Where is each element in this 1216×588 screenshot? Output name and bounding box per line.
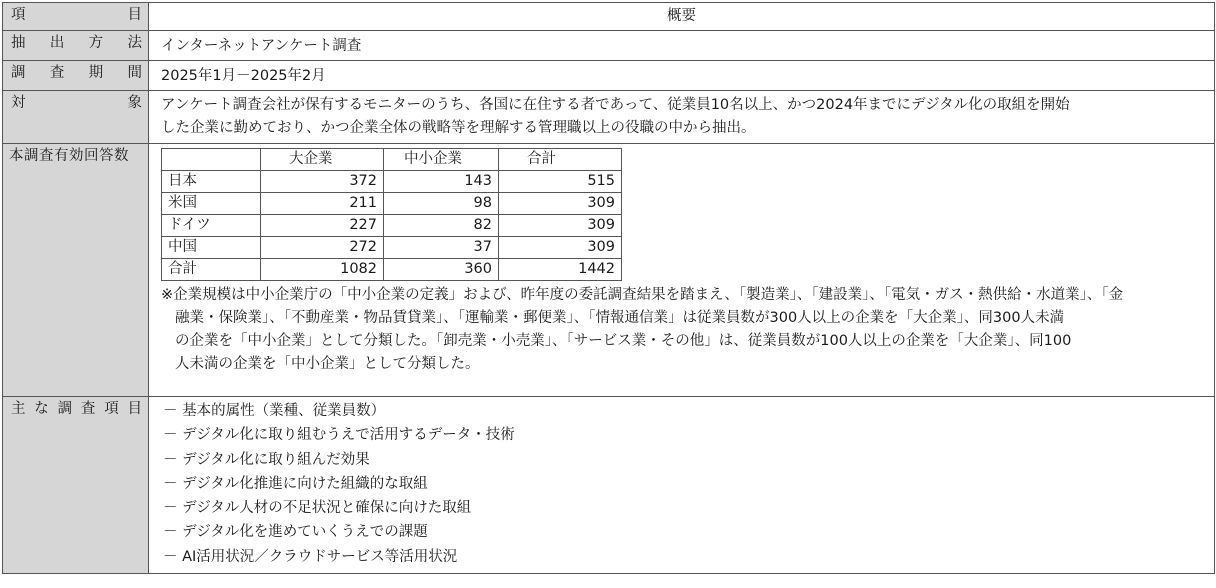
survey-overview-table (2, 2, 1215, 574)
label-char: な (34, 401, 49, 417)
header-item-cell (3, 3, 149, 31)
list-item: － AI活用状況／クラウドサービス等活用状況 (163, 548, 458, 565)
note-line: 人未満の企業を「中小企業」として分類した。 (175, 356, 480, 372)
count-cell: 272 (261, 237, 384, 259)
label-char: 期 (88, 65, 104, 81)
survey-items-row (3, 397, 1215, 574)
count-header-sme: 中小企業 (384, 149, 499, 171)
country-cell: 合計 (162, 259, 261, 281)
label-char: 出 (49, 35, 65, 51)
count-cell: 82 (384, 215, 499, 237)
header-item-char: 目 (127, 7, 142, 23)
target-row (3, 91, 1215, 144)
label-char: 目 (127, 401, 142, 417)
table-row (162, 193, 622, 215)
count-header-total: 合計 (499, 149, 622, 171)
note-line: 融業・保険業」、「不動産業・物品賃貸業」、「運輸業・郵便業」、「情報通信業」は従業員数が300人以上の企業を「大企業」、同300人未満 (175, 310, 1065, 326)
label-char: 対 (11, 95, 26, 111)
label-char: 方 (88, 35, 104, 51)
table-row (162, 237, 622, 259)
header-row (3, 3, 1215, 31)
responses-value-cell (149, 144, 1215, 397)
header-overview-cell: 概要 (149, 3, 1215, 31)
label-char: 間 (127, 65, 142, 81)
note-line: の企業を「中小企業」として分類した。「卸売業・小売業」、「サービス業・その他」は、従業員数が100人以上の企業を「大企業」、同100 (175, 333, 1072, 349)
count-cell: 1442 (499, 259, 622, 281)
target-line: した企業に勤めており、かつ企業全体の戦略等を理解する管理職以上の役職の中から抽出。 (161, 120, 756, 136)
survey-items-value-cell (149, 397, 1215, 574)
responses-count-table (161, 148, 622, 281)
count-cell: 360 (384, 259, 499, 281)
count-cell: 98 (384, 193, 499, 215)
label-char: 査 (80, 401, 96, 417)
count-header-blank (162, 149, 261, 171)
list-item: － デジタル化推進に向けた組織的な取組 (163, 475, 428, 492)
list-item: － デジタル人材の不足状況と確保に向けた取組 (163, 500, 472, 517)
count-cell: 309 (499, 193, 622, 215)
table-row (162, 171, 622, 193)
count-cell: 227 (261, 215, 384, 237)
survey-items-list (149, 397, 1214, 569)
method-row (3, 31, 1215, 61)
country-cell: 日本 (162, 171, 261, 193)
target-label-cell (3, 91, 149, 144)
period-row (3, 61, 1215, 91)
list-item: － デジタル化を進めていくうえでの課題 (163, 524, 428, 541)
table-row (162, 215, 622, 237)
label-char: 象 (127, 95, 142, 111)
responses-label: 本調査有効回答数 (9, 148, 129, 164)
survey-overview-document (2, 2, 1214, 574)
method-value-cell (149, 31, 1215, 61)
count-cell: 37 (384, 237, 499, 259)
count-cell: 211 (261, 193, 384, 215)
label-char: 調 (11, 65, 26, 81)
note-line: ※企業規模は中小企業庁の「中小企業の定義」および、昨年度の委託調査結果を踏まえ、「製造業」、「建設業」、「電気・ガス・熱供給・水道業」、「金 (161, 287, 1124, 303)
label-char: 査 (49, 65, 65, 81)
label-char: 主 (11, 401, 26, 417)
count-cell: 309 (499, 215, 622, 237)
responses-label-cell (3, 144, 149, 397)
country-cell: ドイツ (162, 215, 261, 237)
list-item: － デジタル化に取り組むうえで活用するデータ・技術 (163, 427, 515, 444)
period-label-cell (3, 61, 149, 91)
list-item: － デジタル化に取り組んだ効果 (163, 451, 370, 468)
list-item: － 基本的属性（業種、従業員数） (163, 403, 386, 419)
label-char: 抽 (11, 35, 26, 51)
label-char: 法 (127, 35, 142, 51)
period-value: 2025年1月－2025年2月 (161, 68, 326, 84)
period-value-cell (149, 61, 1215, 91)
label-char: 項 (104, 401, 119, 417)
count-cell: 515 (499, 171, 622, 193)
target-value-cell (149, 91, 1215, 144)
method-value: インターネットアンケート調査 (161, 38, 362, 54)
target-line: アンケート調査会社が保有するモニターのうち、各国に在住する者であって、従業員10名以上、かつ2024年までにデジタル化の取組を開始 (161, 97, 1070, 113)
count-header-large: 大企業 (261, 149, 384, 171)
company-size-note (149, 281, 1214, 376)
survey-items-label-cell (3, 397, 149, 574)
count-cell: 1082 (261, 259, 384, 281)
label-char: 調 (57, 401, 73, 417)
count-cell: 143 (384, 171, 499, 193)
method-label-cell (3, 31, 149, 61)
country-cell: 米国 (162, 193, 261, 215)
count-cell: 372 (261, 171, 384, 193)
count-cell: 309 (499, 237, 622, 259)
table-row (162, 259, 622, 281)
header-item-char: 項 (11, 7, 26, 23)
count-table-header-row (162, 149, 622, 171)
responses-row (3, 144, 1215, 397)
country-cell: 中国 (162, 237, 261, 259)
